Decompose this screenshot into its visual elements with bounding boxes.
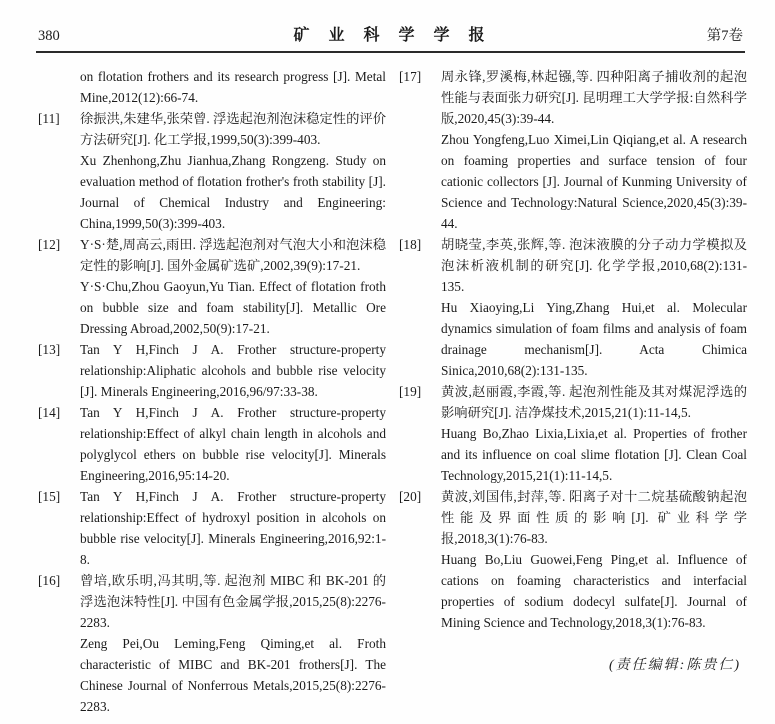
reference-entry-18 [399, 234, 747, 381]
reference-number: [19] [399, 384, 422, 399]
reference-text-en: Tan Y H,Finch J A. Frother structure-property relationship:Effect of alkyl chain length in alcohols and polyglycol ethers on bubble rise velocity[J]. Minerals Engineering,2016,95:14-20. [80, 405, 386, 483]
reference-text-zh: 曾培,欧乐明,冯其明,等. 起泡剂 MIBC 和 BK-201 的浮选泡沫特性[J]. 中国有色金属学报,2015,25(8):2276-2283. [80, 573, 386, 630]
reference-text-en: Huang Bo,Zhao Lixia,Lixia,et al. Properties of frother and its influence on coal slime flotation [J]. Clean Coal Technology,2015,21(1):11-14,5. [441, 426, 747, 483]
reference-entry-10-continued [38, 66, 386, 108]
reference-number: [16] [38, 573, 61, 588]
reference-number [38, 66, 80, 108]
reference-body [80, 339, 386, 402]
reference-body [80, 486, 386, 570]
reference-number: [15] [38, 489, 61, 504]
reference-text-en: Zeng Pei,Ou Leming,Feng Qiming,et al. Froth characteristic of MIBC and BK-201 frothers[J]. The Chinese Journal of Nonferrous Metals,2015,25(8):2276-2283. [80, 636, 386, 714]
reference-entry-11 [38, 108, 386, 234]
reference-text-en: Huang Bo,Liu Guowei,Feng Ping,et al. Influence of cations on foaming characteristics and interfacial properties of sodium dodecyl sulfate[J]. Journal of Mining Science and Technology,2018,3(1):76-83. [441, 552, 747, 630]
reference-text-zh: 黄波,赵丽霞,李霞,等. 起泡剂性能及其对煤泥浮选的影响研究[J]. 洁净煤技术,2015,21(1):11-14,5. [441, 384, 747, 420]
reference-number: [18] [399, 237, 422, 252]
references-section [0, 53, 775, 717]
reference-body [80, 402, 386, 486]
reference-entry-20 [399, 486, 747, 633]
reference-number: [14] [38, 405, 61, 420]
reference-text-en: Tan Y H,Finch J A. Frother structure-property relationship:Aliphatic alcohols and bubble rise velocity [J]. Minerals Engineering,2016,96/97:33-38. [80, 342, 386, 399]
volume-label: 第7卷 [706, 28, 743, 44]
reference-text-en: Tan Y H,Finch J A. Frother structure-property relationship:Effect of hydroxyl position in alcohols on bubble rise velocity[J]. Minerals Engineering,2016,92:1-8. [80, 489, 386, 567]
reference-text-zh: 黄波,刘国伟,封萍,等. 阳离子对十二烷基硫酸钠起泡性能及界面性质的影响[J]. 矿业科学学报,2018,3(1):76-83. [441, 489, 747, 546]
reference-number: [12] [38, 237, 61, 252]
editor-note: (责任编辑:陈贵仁) [609, 658, 741, 673]
reference-entry-14 [38, 402, 386, 486]
reference-text-en: on flotation frothers and its research progress [J]. Metal Mine,2012(12):66-74. [80, 69, 386, 105]
reference-body [441, 66, 747, 234]
reference-body [80, 234, 386, 339]
page-header [36, 0, 745, 53]
reference-number: [11] [38, 111, 60, 126]
reference-entry-13 [38, 339, 386, 402]
references-column-left [38, 66, 386, 717]
reference-number: [20] [399, 489, 422, 504]
reference-entry-16 [38, 570, 386, 717]
page-number: 380 [38, 28, 60, 44]
reference-entry-19 [399, 381, 747, 486]
reference-entry-15 [38, 486, 386, 570]
reference-body [80, 66, 386, 108]
reference-body [80, 570, 386, 717]
reference-body [441, 381, 747, 486]
reference-text-zh: 胡晓莹,李英,张辉,等. 泡沫液膜的分子动力学模拟及泡沫析液机制的研究[J]. 化学学报,2010,68(2):131-135. [441, 237, 747, 294]
reference-text-zh: 周永锋,罗溪梅,林起镪,等. 四种阳离子捕收剂的起泡性能与表面张力研究[J]. 昆明理工大学学报:自然科学版,2020,45(3):39-44. [441, 69, 747, 126]
references-column-right [399, 66, 747, 717]
reference-body [441, 234, 747, 381]
reference-entry-12 [38, 234, 386, 339]
reference-text-en: Hu Xiaoying,Li Ying,Zhang Hui,et al. Molecular dynamics simulation of foam films and analysis of foam drainage mechanism[J]. Acta Chimica Sinica,2010,68(2):131-135. [441, 300, 747, 378]
reference-number: [13] [38, 342, 61, 357]
reference-text-zh: Y·S·楚,周高云,雨田. 浮选起泡剂对气泡大小和泡沫稳定性的影响[J]. 国外金属矿选矿,2002,39(9):17-21. [80, 237, 386, 273]
reference-number: [17] [399, 69, 422, 84]
reference-text-en: Zhou Yongfeng,Luo Ximei,Lin Qiqiang,et al. A research on foaming properties and surface tension of four cationic collectors [J]. Journal of Kunming University of Science and Technology:Natural Science,2020,45(3):39-44. [441, 132, 747, 231]
reference-body [441, 486, 747, 633]
reference-entry-17 [399, 66, 747, 234]
reference-text-en: Y·S·Chu,Zhou Gaoyun,Yu Tian. Effect of flotation froth on bubble size and foam stability[J]. Metallic Ore Dressing Abroad,2002,50(9):17-21. [80, 279, 386, 336]
reference-text-zh: 徐振洪,朱建华,张荣曾. 浮选起泡剂泡沫稳定性的评价方法研究[J]. 化工学报,1999,50(3):399-403. [80, 111, 386, 147]
reference-body [80, 108, 386, 234]
reference-text-en: Xu Zhenhong,Zhu Jianhua,Zhang Rongzeng. Study on evaluation method of flotation frother's froth stability [J]. Journal of Chemical Industry and Engineering: China,1999,50(3):399-403. [80, 153, 386, 231]
journal-title: 矿 业 科 学 学 报 [293, 27, 488, 44]
